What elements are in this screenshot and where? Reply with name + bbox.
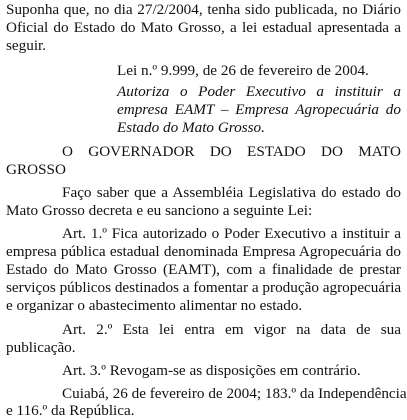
art2-line-1: Art. 2.º Esta lei entra em vigor na data de sua [62, 321, 401, 338]
governor-heading-line-2: GROSSO [6, 161, 66, 178]
art1-line-3: Estado do Mato Grosso (EAMT), com a finalidade de prestar [6, 261, 401, 278]
law-ementa-line-3: Estado do Mato Grosso. [117, 119, 265, 136]
closing-line-2: e 116.º da República. [6, 402, 135, 419]
art1-line-2: empresa pública estadual denominada Empresa Agropecuária do [6, 243, 401, 260]
intro-line-2: Oficial do Estado do Mato Grosso, a lei estadual apresentada a [6, 19, 401, 36]
art2-line-2: publicação. [6, 339, 76, 356]
law-title: Lei n.º 9.999, de 26 de fevereiro de 2004. [117, 62, 369, 79]
governor-heading-line-1: O GOVERNADOR DO ESTADO DO MATO [62, 143, 401, 160]
intro-line-1: Suponha que, no dia 27/2/2004, tenha sido publicada, no Diário [6, 1, 401, 18]
intro-line-3: seguir. [6, 37, 47, 54]
preamble-line-1: Faço saber que a Assembléia Legislativa do estado do [62, 184, 401, 201]
art1-line-1: Art. 1.º Fica autorizado o Poder Executivo a instituir a [62, 225, 401, 242]
art1-line-5: e organizar o abastecimento alimentar no estado. [6, 297, 303, 314]
art3-line-1: Art. 3.º Revogam-se as disposições em contrário. [62, 362, 361, 379]
preamble-line-2: Mato Grosso decreta e eu sanciono a seguinte Lei: [6, 202, 313, 219]
closing-line-1: Cuiabá, 26 de fevereiro de 2004; 183.º da Independência [62, 385, 407, 402]
law-ementa-line-2: empresa EAMT – Empresa Agropecuária do [117, 101, 401, 118]
law-ementa-line-1: Autoriza o Poder Executivo a instituir a [117, 83, 401, 100]
art1-line-4: serviços públicos destinados a fomentar a produção agropecuária [6, 279, 402, 296]
